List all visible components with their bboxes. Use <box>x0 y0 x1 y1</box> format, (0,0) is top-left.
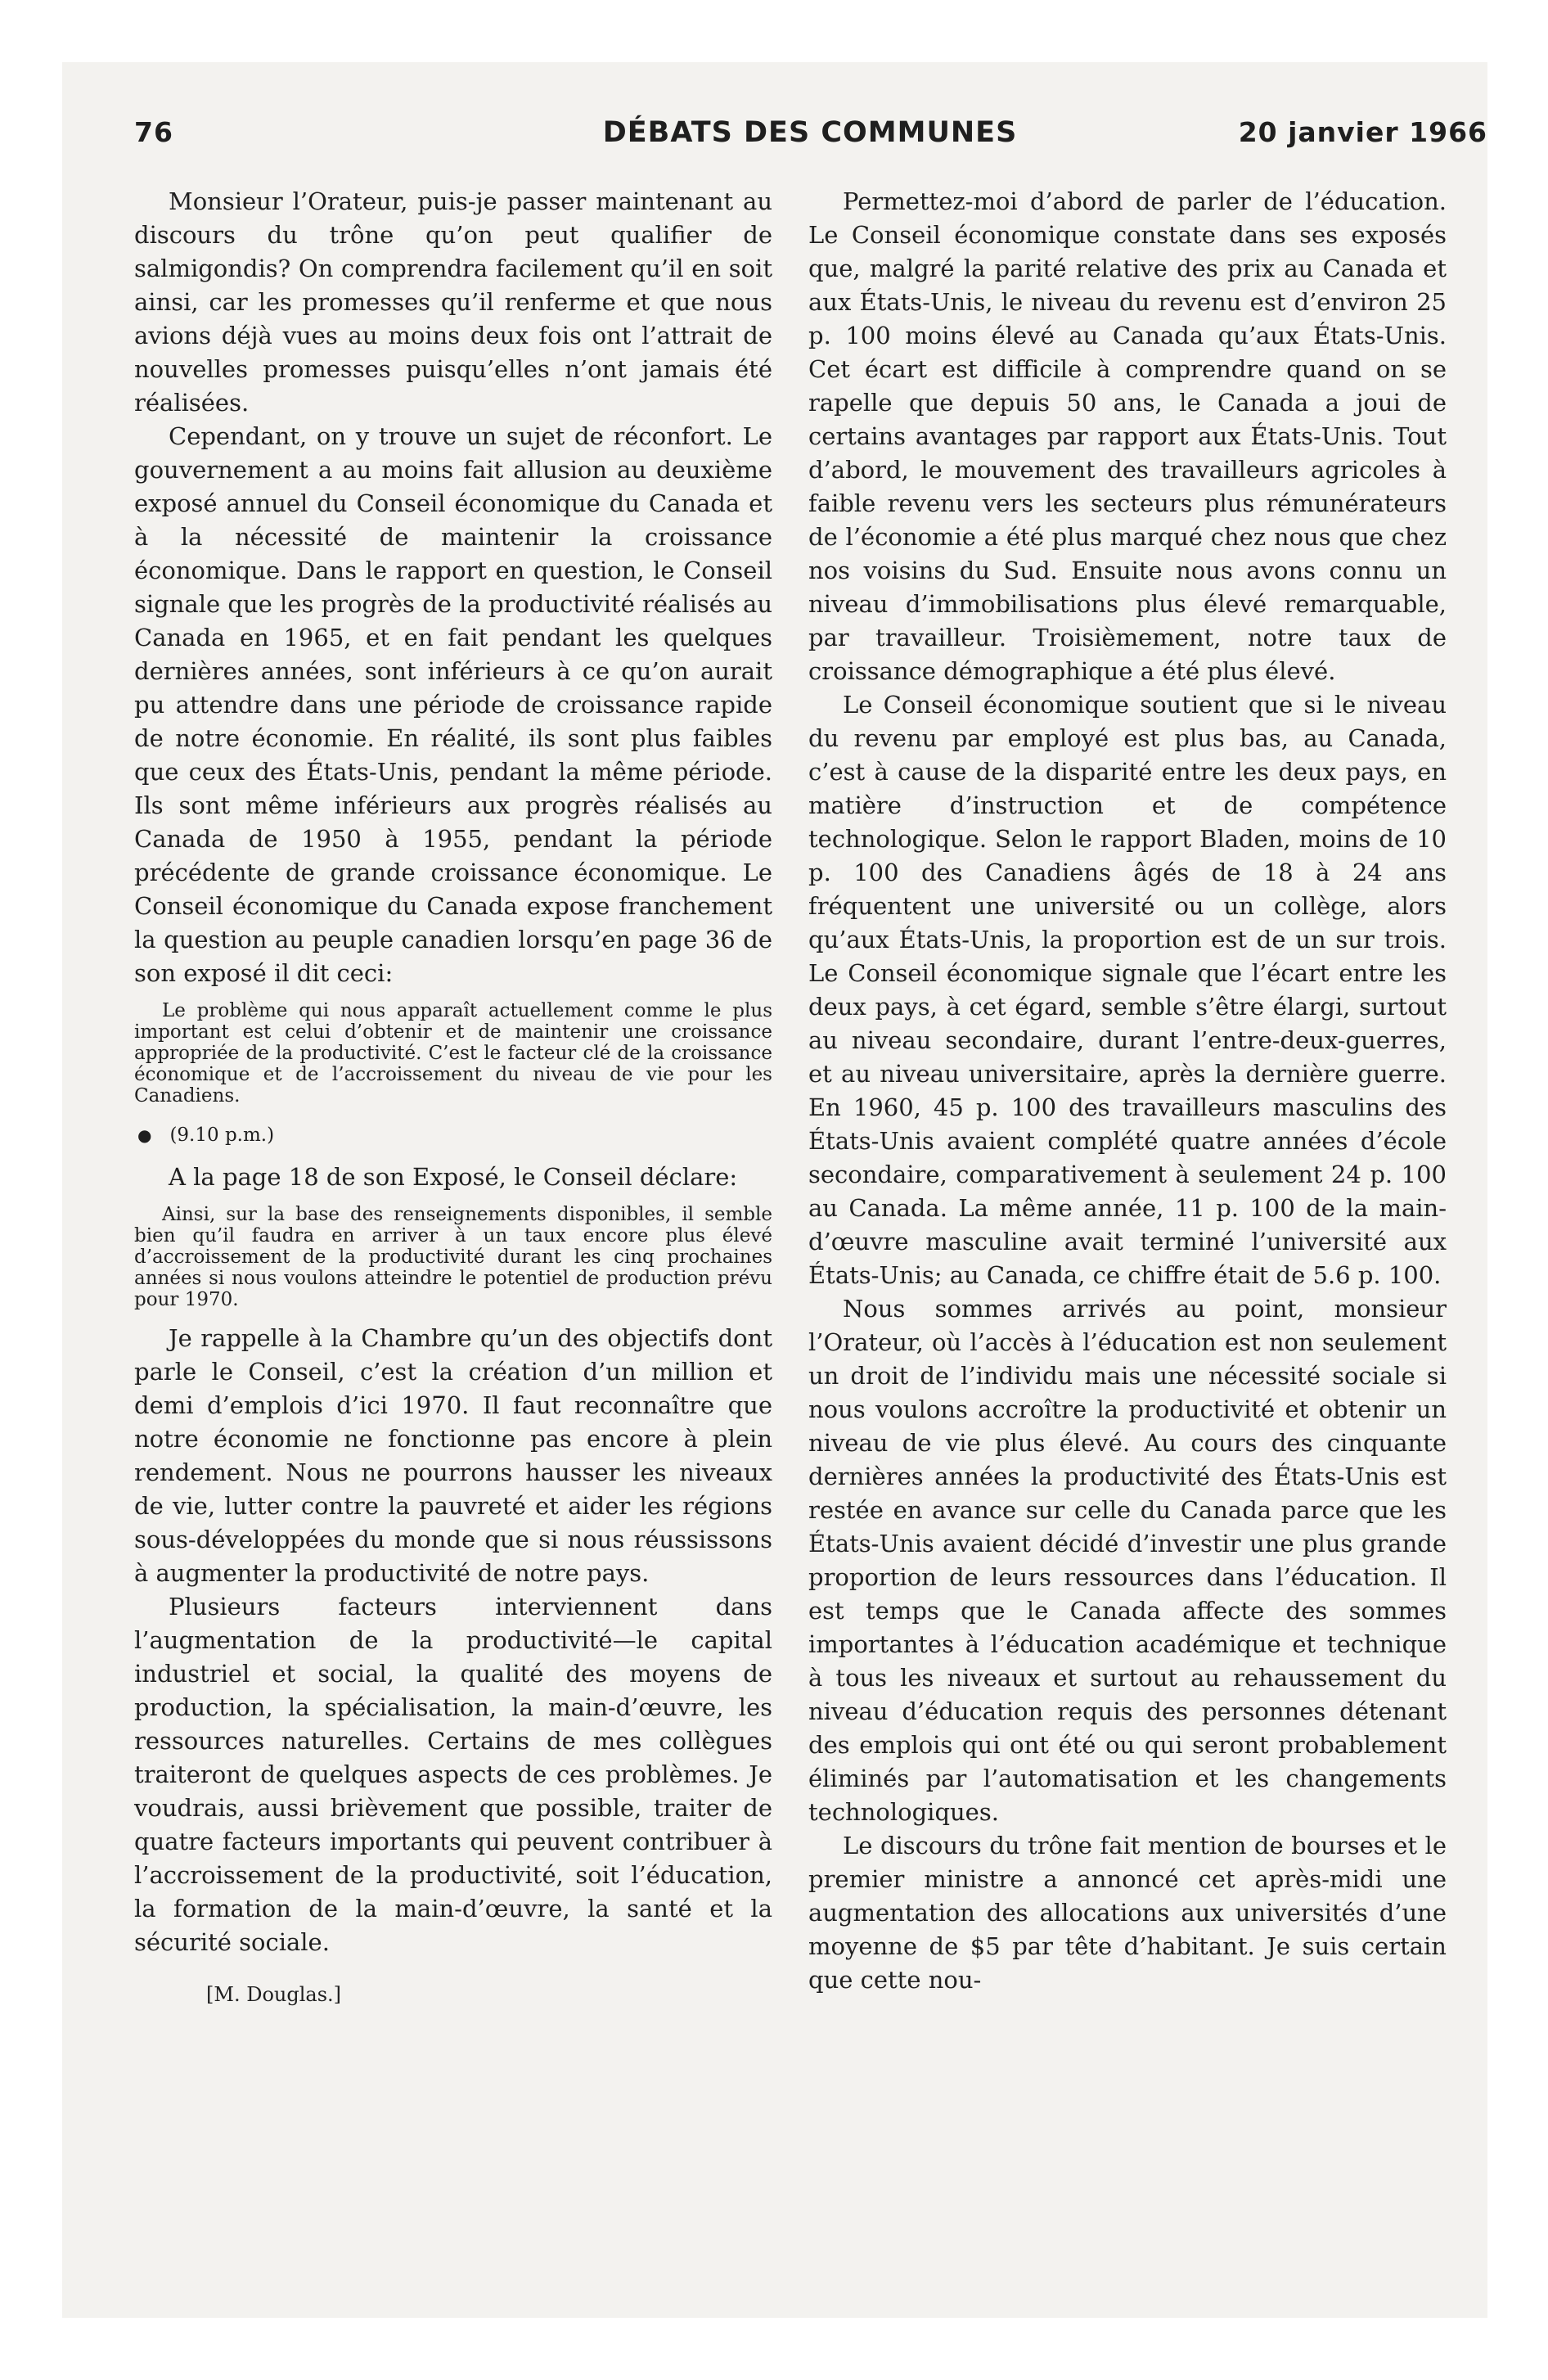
page <box>62 62 1487 2318</box>
page-title: DÉBATS DES COMMUNES <box>602 116 1018 149</box>
page-number: 76 <box>134 116 173 148</box>
paragraph: Plusieurs facteurs interviennent dans l’augmentation de la productivité—le capital industriel et social, la qualité des moyens de production, la spécialisation, la main-d’œuvre, les ressources naturelles. Certains de mes collègues traiteront de quelques aspects de ces problèmes. Je voudrais, aussi brièvement que possible, traiter de quatre facteurs importants qui peuvent contribuer à l’accroissement de la productivité, soit l’éducation, la formation de la main-d’œuvre, la santé et la sécurité sociale. <box>134 1593 772 1956</box>
paragraph: Cependant, on y trouve un sujet de réconfort. Le gouvernement a au moins fait allusion au deuxième exposé annuel du Conseil économique du Canada et à la nécessité de maintenir la croissance économique. Dans le rapport en question, le Conseil signale que les progrès de la productivité réalisés au Canada en 1965, et en fait pendant les quelques dernières années, sont inférieurs à ce qu’on aurait pu attendre dans une période de croissance rapide de notre économie. En réalité, ils sont plus faibles que ceux des États-Unis, pendant la même période. Ils sont même inférieurs aux progrès réalisés au Canada de 1950 à 1955, pendant la période précédente de grande croissance économique. Le Conseil économique du Canada expose franchement la question au peuple canadien lorsqu’en page 36 de son exposé il dit ceci: <box>134 422 772 987</box>
time-marker-text: (9.10 p.m.) <box>169 1125 275 1146</box>
paragraph: Le discours du trône fait mention de bourses et le premier ministre a annoncé cet après-midi une augmentation des allocations aux universités d’une moyenne de $5 par tête d’habitant. Je suis certain que cette nou- <box>808 1832 1447 1994</box>
paragraph: Nous sommes arrivés au point, monsieur l’Orateur, où l’accès à l’éducation est non seulement un droit de l’individu mais une nécessité sociale si nous voulons accroître la productivité et obtenir un niveau de vie plus élevé. Au cours des cinquante dernières années la productivité des États-Unis est restée en avance sur celle du Canada parce que les États-Unis avaient décidé d’investir une plus grande proportion de leurs ressources dans l’éducation. Il est temps que le Canada affecte des sommes importantes à l’éducation académique et technique à tous les niveaux et surtout au rehaussement du niveau d’éducation requis des personnes détenant des emplois qui ont été ou qui seront probablement éliminés par l’automatisation et les changements technologiques. <box>808 1295 1447 1826</box>
paragraph: Permettez-moi d’abord de parler de l’éducation. Le Conseil économique constate dans ses exposés que, malgré la parité relative des prix au Canada et aux États-Unis, le niveau du revenu est d’environ 25 p. 100 moins élevé au Canada qu’aux États-Unis. Cet écart est difficile à comprendre quand on se rapelle que depuis 50 ans, le Canada a joui de certains avantages par rapport aux États-Unis. Tout d’abord, le mouvement des travailleurs agricoles à faible revenu vers les secteurs plus rémunérateurs de l’économie a été plus marqué chez nous que chez nos voisins du Sud. Ensuite nous avons connu un niveau d’immobilisations plus élevé remarquable, par travailleur. Troisièmement, notre taux de croissance démographique a été plus élevé. <box>808 187 1447 685</box>
paragraph: Je rappelle à la Chambre qu’un des objectifs dont parle le Conseil, c’est la création d’un million et demi d’emplois d’ici 1970. Il faut reconnaître que notre économie ne fonctionne pas encore à plein rendement. Nous ne pourrons hausser les niveaux de vie, lutter contre la pauvreté et aider les régions sous-développées du monde que si nous réussissons à augmenter la productivité de notre pays. <box>134 1324 772 1587</box>
speaker-signature: [M. Douglas.] <box>206 1983 341 2006</box>
page-header <box>134 116 1487 165</box>
block-quote: Le problème qui nous apparaît actuellement comme le plus important est celui d’obtenir et de maintenir une croissance appropriée de la productivité. C’est le facteur clé de la croissance économique et de l’accroissement du niveau de vie pour les Canadiens. <box>134 1000 772 1107</box>
paragraph: A la page 18 de son Exposé, le Conseil déclare: <box>169 1163 738 1191</box>
left-column <box>134 185 772 2007</box>
block-quote: Ainsi, sur la base des renseignements disponibles, il semble bien qu’il faudra en arriver à un taux encore plus élevé d’accroissement de la productivité durant les cinq prochaines années si nous voulons atteindre le potentiel de production prévu pour 1970. <box>134 1204 772 1310</box>
page-date: 20 janvier 1966 <box>1238 116 1487 148</box>
paragraph: Le Conseil économique soutient que si le niveau du revenu par employé est plus bas, au Canada, c’est à cause de la disparité entre les deux pays, en matière d’instruction et de compétence technologique. Selon le rapport Bladen, moins de 10 p. 100 des Canadiens âgés de 18 à 24 ans fréquentent une université ou un collège, alors qu’aux États-Unis, la proportion est de un sur trois. Le Conseil économique signale que l’écart entre les deux pays, à cet égard, semble s’être élargi, surtout au niveau secondaire, durant l’entre-deux-guerres, et au niveau universitaire, après la dernière guerre. En 1960, 45 p. 100 des travailleurs masculins des États-Unis avaient complété quatre années d’école secondaire, comparativement à seulement 24 p. 100 au Canada. La même année, 11 p. 100 de la main-d’œuvre masculine avait terminé l’université aux États-Unis; au Canada, ce chiffre était de 5.6 p. 100. <box>808 691 1447 1289</box>
right-column <box>808 185 1447 1997</box>
bullet-icon: ● <box>137 1125 152 1145</box>
time-marker <box>134 1123 772 1147</box>
paragraph: Monsieur l’Orateur, puis-je passer maintenant au discours du trône qu’on peut qualifier de salmigondis? On comprendra facilement qu’il en soit ainsi, car les promesses qu’il renferme et que nous avions déjà vues au moins deux fois ont l’attrait de nouvelles promesses puisqu’elles n’ont jamais été réalisées. <box>134 187 772 417</box>
